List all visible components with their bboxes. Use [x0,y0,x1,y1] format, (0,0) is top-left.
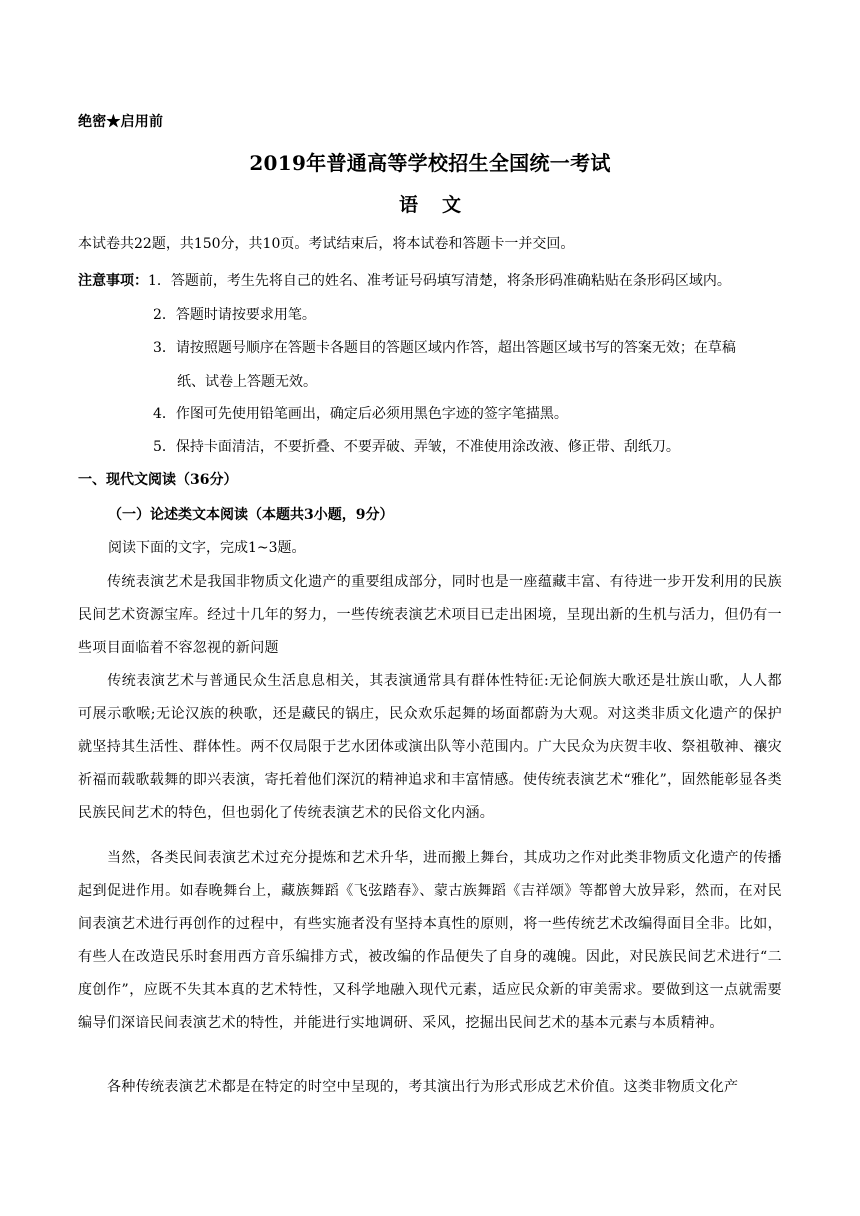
subject-title: 语文 [398,194,485,216]
passage-paragraph: 传统表演艺术与普通民众生活息息相关，其表演通常具有群体性特征:无论侗族大歌还是壮族山歌，人人都可展示歌喉;无论汉族的秧歌，还是藏民的锅庄，民众欢乐起舞的场面都蔚为大观。对这类非质文化遗产的保护就坚持其生活性、群体性。两不仅局限于艺水团体或演出队等小范围内。广大民众为庆贺丰收、祭祖敬神、禳灾祈福而载歌载舞的即兴表演，寄托着他们深沉的精神追求和丰富情感。使传统表演艺术“雅化”，固然能彰显各类民族民间艺术的特色，但也弱化了传统表演艺术的民俗文化内涵。 [78,673,782,821]
notes-first-line [78,271,731,291]
reading-instruction: 阅读下面的文字，完成1~3题。 [108,540,306,556]
note-item: 5．保持卡面清洁，不要折叠、不要弄破、弄皱，不准使用涂改液、修正带、刮纸刀。 [153,439,680,455]
passage-paragraph: 当然，各类民间表演艺术过充分提炼和艺术升华，进而搬上舞台，其成功之作对此类非物质文化遗产的传播起到促进作用。如春晚舞台上，藏族舞蹈《飞弦踏春》、蒙古族舞蹈《吉祥颂》等都曾大放异彩，然而，在对民间表演艺术进行再创作的过程中，有些实施者没有坚持本真性的原则，将一些传统艺术改编得面目全非。比如，有些人在改造民乐时套用西方音乐编排方式，被改编的作品便失了自身的魂魄。因此，对民族民间艺术进行“二度创作”，应既不失其本真的艺术特性，又科学地融入现代元素，适应民众新的审美需求。要做到这一点就需要编导们深谙民间表演艺术的特性，并能进行实地调研、采风，挖掘出民间艺术的基本元素与本质精神。 [78,850,782,1031]
note-item: 2．答题时请按要求用笔。 [153,307,316,323]
exam-title: 2019年普通高等学校招生全国统一考试 [249,151,611,175]
confidential-mark: 绝密★启用前 [78,114,164,130]
notes-label: 注意事项： [78,273,148,289]
note-item: 3．请按照题号顺序在答题卡各题目的答题区域内作答，超出答题区域书写的答案无效；在草稿 [153,340,736,356]
note-item-continuation: 纸、试卷上答题无效。 [177,374,317,390]
passage-paragraph: 各种传统表演艺术都是在特定的时空中呈现的，考其演出行为形式形成艺术价值。这类非物质文化产 [107,1079,739,1095]
passage-paragraph: 传统表演艺术是我国非物质文化遗产的重要组成部分，同时也是一座蕴藏丰富、有待进一步开发利用的民族民间艺术资源宝库。经过十几年的努力，一些传统表演艺术项目已走出困境，呈现出新的生机与活力，但仍有一些项目面临着不容忽视的新问题 [78,574,782,656]
subsection-heading: （一）论述类文本阅读（本题共3小题，9分） [108,507,394,523]
note-item: 4．作图可先使用铅笔画出，确定后必须用黑色字迹的签字笔描黑。 [153,406,568,422]
exam-intro: 本试卷共22题，共150分，共10页。考试结束后，将本试卷和答题卡一并交回。 [78,236,575,252]
note-item: 1．答题前，考生先将自己的姓名、准考证号码填写清楚，将条形码准确粘贴在条形码区域内。 [148,273,731,289]
section-heading: 一、现代文阅读（36分） [78,472,238,488]
